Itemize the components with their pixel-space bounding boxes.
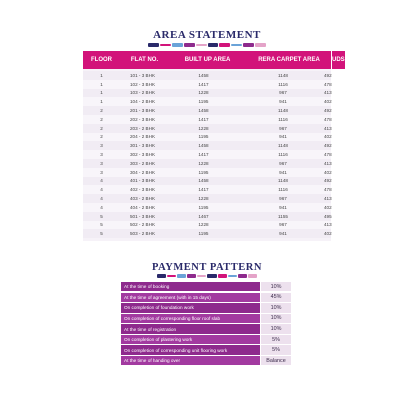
cell-uds: 478 [324,187,332,193]
cell-floor: 2 [100,108,103,114]
header-built-up-area: BUILT UP AREA [169,51,246,69]
ornament-segment [219,43,230,47]
cell-floor: 3 [100,143,103,149]
cell-uds: 492 [324,72,332,78]
table-row [83,177,331,186]
cell-floor: 2 [100,134,103,140]
cell-uds: 492 [324,108,332,114]
payment-stage-label: On completion of corresponding unit flooring work [121,345,260,354]
cell-rera-carpet-area: 941 [279,204,287,210]
table-row [83,194,331,203]
cell-uds: 413 [324,90,332,96]
payment-percentage: 10% [261,282,291,291]
cell-rera-carpet-area: 941 [279,134,287,140]
ornament-segment [255,43,266,47]
payment-percentage: 10% [261,303,291,312]
area-table-header [83,51,345,69]
cell-uds: 413 [324,125,332,131]
cell-flat-no: 101 - 3 BHK [129,72,156,78]
ornament-segment [167,275,176,277]
table-row [83,97,331,106]
area-table-body [83,69,331,238]
payment-pattern-title: PAYMENT PATTERN [152,262,262,273]
cell-built-up-area: 1195 [198,169,209,175]
list-item [121,345,291,354]
cell-rera-carpet-area: 1116 [278,187,288,193]
list-item [121,293,291,302]
payment-pattern-table [121,282,291,367]
cell-uds: 402 [324,204,332,210]
cell-uds: 413 [324,196,332,202]
cell-built-up-area: 1195 [198,204,209,210]
payment-percentage: 10% [261,314,291,323]
cell-flat-no: 501 - 3 BHK [129,213,156,219]
cell-uds: 402 [324,231,332,237]
cell-rera-carpet-area: 1148 [278,178,288,184]
cell-flat-no: 404 - 2 BHK [129,204,156,210]
cell-rera-carpet-area: 1148 [278,108,288,114]
table-row [83,229,331,238]
cell-flat-no: 401 - 3 BHK [129,178,156,184]
table-row [83,115,331,124]
cell-rera-carpet-area: 1116 [278,116,288,122]
cell-floor: 3 [100,169,103,175]
cell-flat-no: 303 - 2 BHK [129,160,156,166]
list-item [121,314,291,323]
cell-floor: 4 [100,204,103,210]
cell-floor: 3 [100,152,103,158]
cell-rera-carpet-area: 941 [279,231,287,237]
header-flat-no: FLAT NO. [122,51,167,69]
cell-flat-no: 103 - 2 BHK [129,90,156,96]
cell-built-up-area: 1228 [198,222,209,228]
ornament-segment [177,274,186,278]
ornament-segment [207,274,216,278]
payment-stage-label: On completion of foundation work [121,303,260,312]
ornament-segment [196,44,207,46]
payment-stage-label: At the time of handing over [121,356,260,365]
area-statement-title: AREA STATEMENT [153,29,261,41]
ornament-segment [243,43,254,47]
cell-flat-no: 301 - 3 BHK [129,143,156,149]
cell-uds: 478 [324,81,332,87]
table-row [83,106,331,115]
cell-flat-no: 302 - 3 BHK [129,152,156,158]
cell-built-up-area: 1195 [198,231,209,237]
cell-uds: 402 [324,99,332,105]
cell-flat-no: 503 - 2 BHK [129,231,156,237]
cell-rera-carpet-area: 941 [279,99,287,105]
ornament-segment [228,275,237,277]
cell-uds: 402 [324,169,332,175]
cell-flat-no: 201 - 3 BHK [129,108,156,114]
table-row [83,221,331,230]
cell-built-up-area: 1195 [198,99,209,105]
cell-built-up-area: 1458 [198,72,209,78]
cell-rera-carpet-area: 967 [279,90,287,96]
cell-floor: 5 [100,222,103,228]
cell-flat-no: 204 - 2 BHK [129,134,156,140]
cell-floor: 4 [100,178,103,184]
cell-flat-no: 502 - 2 BHK [129,222,156,228]
ornament-segment [248,274,257,278]
table-row [83,71,331,80]
list-item [121,324,291,333]
header-rera-carpet-area: RERA CARPET AREA [248,51,330,69]
cell-built-up-area: 1228 [198,160,209,166]
cell-flat-no: 102 - 3 BHK [129,81,156,87]
cell-floor: 5 [100,231,103,237]
payment-percentage: 5% [261,345,291,354]
cell-rera-carpet-area: 1116 [278,152,288,158]
table-row [83,124,331,133]
cell-built-up-area: 1228 [198,125,209,131]
cell-built-up-area: 1417 [198,81,209,87]
payment-stage-label: At the time of booking [121,282,260,291]
ornament-segment [157,274,166,278]
cell-uds: 495 [324,213,332,219]
ornament-segment [187,274,196,278]
cell-built-up-area: 1458 [198,108,209,114]
list-item [121,303,291,312]
cell-uds: 402 [324,134,332,140]
table-row [83,133,331,142]
cell-built-up-area: 1228 [198,196,209,202]
cell-built-up-area: 1228 [198,90,209,96]
table-row [83,168,331,177]
cell-rera-carpet-area: 967 [279,125,287,131]
cell-floor: 1 [100,81,103,87]
table-row [83,141,331,150]
cell-rera-carpet-area: 941 [279,169,287,175]
table-row [83,203,331,212]
header-uds: UDS [332,51,345,69]
cell-floor: 5 [100,213,103,219]
cell-built-up-area: 1458 [198,178,209,184]
table-row [83,150,331,159]
table-row [83,159,331,168]
cell-rera-carpet-area: 1148 [278,72,288,78]
table-row [83,185,331,194]
table-row [83,89,331,98]
payment-percentage: 10% [261,324,291,333]
ornament-segment [148,43,159,47]
cell-flat-no: 202 - 3 BHK [129,116,156,122]
payment-percentage: 45% [261,293,291,302]
table-row [83,212,331,221]
payment-stage-label: On completion of corresponding floor roof slab [121,314,260,323]
area-statement-table [83,51,345,241]
cell-rera-carpet-area: 1155 [278,213,288,219]
cell-built-up-area: 1417 [198,152,209,158]
payment-stage-label: At the time of registration [121,324,260,333]
ornament-segment [231,44,242,46]
cell-rera-carpet-area: 1148 [278,143,288,149]
payment-stage-label: At the time of agreement (with in 15 days) [121,293,260,302]
cell-flat-no: 203 - 2 BHK [129,125,156,131]
cell-floor: 1 [100,99,103,105]
cell-rera-carpet-area: 967 [279,160,287,166]
ornament-segment [172,43,183,47]
cell-rera-carpet-area: 967 [279,222,287,228]
payment-stage-label: On completion of plastering work [121,335,260,344]
payment-percentage: Balance [261,356,291,365]
cell-flat-no: 104 - 2 BHK [129,99,156,105]
cell-floor: 3 [100,160,103,166]
cell-uds: 413 [324,160,332,166]
ornament-segment [197,275,206,277]
cell-floor: 1 [100,72,103,78]
cell-rera-carpet-area: 967 [279,196,287,202]
payment-percentage: 5% [261,335,291,344]
cell-built-up-area: 1467 [198,213,209,219]
cell-floor: 2 [100,125,103,131]
cell-flat-no: 403 - 2 BHK [129,196,156,202]
cell-uds: 478 [324,116,332,122]
list-item [121,356,291,365]
ornament-segment [238,274,247,278]
cell-flat-no: 304 - 2 BHK [129,169,156,175]
cell-flat-no: 402 - 3 BHK [129,187,156,193]
cell-built-up-area: 1195 [198,134,209,140]
cell-floor: 2 [100,116,103,122]
ornament-segment [160,44,171,46]
cell-uds: 413 [324,222,332,228]
cell-floor: 4 [100,196,103,202]
cell-rera-carpet-area: 1116 [278,81,288,87]
cell-uds: 492 [324,143,332,149]
cell-built-up-area: 1458 [198,143,209,149]
cell-floor: 1 [100,90,103,96]
payment-heading-ornament [157,273,257,278]
list-item [121,335,291,344]
cell-built-up-area: 1417 [198,116,209,122]
cell-uds: 478 [324,152,332,158]
cell-uds: 492 [324,178,332,184]
header-floor: FLOOR [83,51,120,69]
ornament-segment [184,43,195,47]
ornament-segment [218,274,227,278]
area-heading-ornament [148,42,266,47]
cell-built-up-area: 1417 [198,187,209,193]
ornament-segment [208,43,219,47]
table-row [83,80,331,89]
cell-floor: 4 [100,187,103,193]
list-item [121,282,291,291]
